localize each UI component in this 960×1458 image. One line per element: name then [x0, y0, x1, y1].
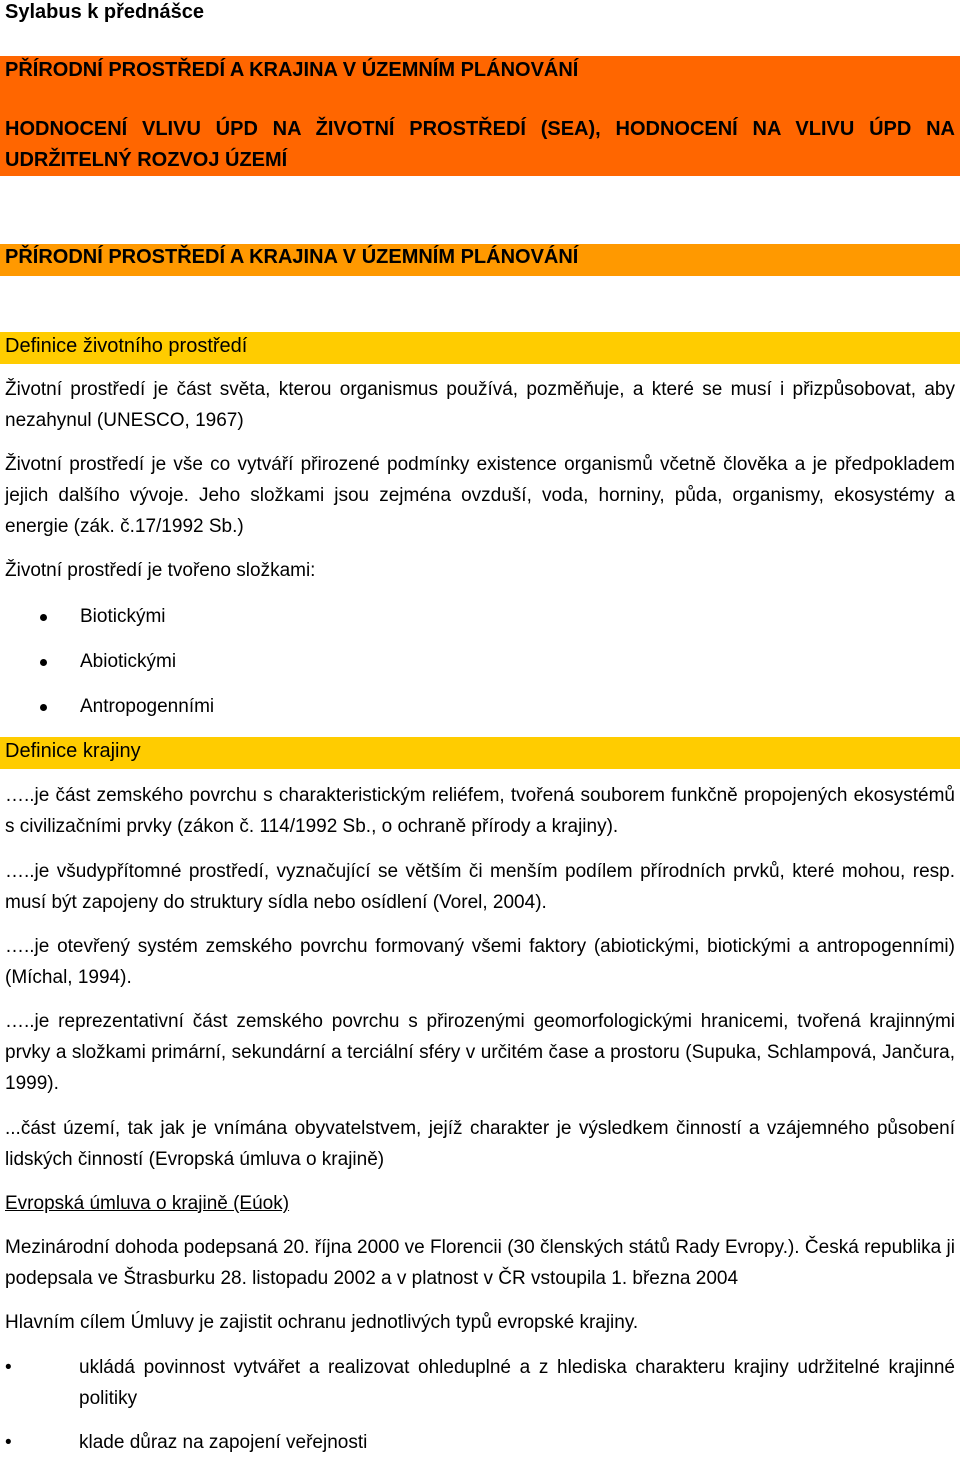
bullet-icon — [40, 614, 47, 621]
convention-paragraph-2: Hlavním cílem Úmluvy je zajistit ochranu jednotlivých typů evropské krajiny. — [5, 1312, 639, 1333]
convention-bullet-2: klade důraz na zapojení veřejnosti — [79, 1432, 368, 1453]
section-heading: PŘÍRODNÍ PROSTŘEDÍ A KRAJINA V ÚZEMNÍM PLÁNOVÁNÍ — [5, 246, 579, 268]
list-item — [0, 602, 960, 632]
component-label: Abiotickými — [80, 651, 177, 672]
env-definition-heading: Definice životního prostředí — [5, 335, 248, 357]
convention-paragraph-1: Mezinárodní dohoda podepsaná 20. října 2000 ve Florencii (30 členských států Rady Evropy.). Česká republika ji podepsala ve Štrasburku 28. listopadu 2002 a v platnost v ČR vstoupila 1. března 2004 — [5, 1237, 955, 1289]
landscape-definition-3: …..je otevřený systém zemského povrchu formovaný všemi faktory (abiotickými, biotickými a antropogenními) (Míchal, 1994). — [5, 936, 955, 988]
bullet-icon: • — [5, 1357, 12, 1378]
landscape-definition-heading: Definice krajiny — [5, 740, 141, 762]
convention-heading: Evropská úmluva o krajině (Eúok) — [5, 1193, 290, 1214]
component-label: Biotickými — [80, 606, 166, 627]
topic-1: PŘÍRODNÍ PROSTŘEDÍ A KRAJINA V ÚZEMNÍM PLÁNOVÁNÍ — [5, 59, 579, 81]
convention-bullet-1: ukládá povinnost vytvářet a realizovat ohleduplné a z hlediska charakteru krajiny udržitelné krajinné politiky — [79, 1357, 955, 1409]
landscape-definition-1: …..je část zemského povrchu s charakteristickým reliéfem, tvořená souborem funkčně propojených ekosystémů s civilizačními prvky (zákon č. 114/1992 Sb., o ochraně přírody a krajiny). — [5, 785, 955, 837]
bullet-icon: • — [5, 1432, 12, 1453]
list-item — [0, 647, 960, 677]
landscape-definition-5: ...část území, tak jak je vnímána obyvatelstvem, jejíž charakter je výsledkem činností a vzájemného působení lidských činností (Evropská úmluva o krajině) — [5, 1118, 955, 1170]
list-item — [0, 692, 960, 722]
landscape-definition-banner — [0, 737, 960, 769]
env-definition-paragraph-1: Životní prostředí je část světa, kterou organismus používá, pozměňuje, a které se musí i přizpůsobovat, aby nezahynul (UNESCO, 1967) — [5, 379, 955, 431]
topic-2: HODNOCENÍ VLIVU ÚPD NA ŽIVOTNÍ PROSTŘEDÍ (SEA), HODNOCENÍ NA VLIVU ÚPD NA UDRŽITELNÝ ROZVOJ ÚZEMÍ — [5, 118, 955, 171]
bullet-icon — [40, 659, 47, 666]
env-definition-paragraph-3: Životní prostředí je tvořeno složkami: — [5, 560, 316, 581]
section-heading-banner — [0, 244, 960, 276]
bullet-icon — [40, 704, 47, 711]
landscape-definition-4: …..je reprezentativní část zemského povrchu s přirozenými geomorfologickými hranicemi, tvořená krajinnými prvky a složkami primární, sekundární a terciální sféry v určitém čase a prostoru (Supuka, Schlampová, Jančura, 1999). — [5, 1011, 955, 1094]
component-label: Antropogenními — [80, 696, 215, 717]
env-definition-paragraph-2: Životní prostředí je vše co vytváří přirozené podmínky existence organismů včetně člověka a je předpokladem jejich dalšího vývoje. Jeho složkami jsou zejména ovzduší, voda, horniny, půda, organismy, ekosystémy a energie (zák. č.17/1992 Sb.) — [5, 454, 955, 537]
landscape-definition-2: …..je všudypřítomné prostředí, vyznačující se větším či menším podílem přírodních prvků, které mohou, resp. musí být zapojeny do struktury sídla nebo osídlení (Vorel, 2004). — [5, 861, 955, 913]
lecture-topics-banner — [0, 56, 960, 176]
page-title: Sylabus k přednášce — [5, 1, 204, 23]
env-definition-banner — [0, 332, 960, 364]
